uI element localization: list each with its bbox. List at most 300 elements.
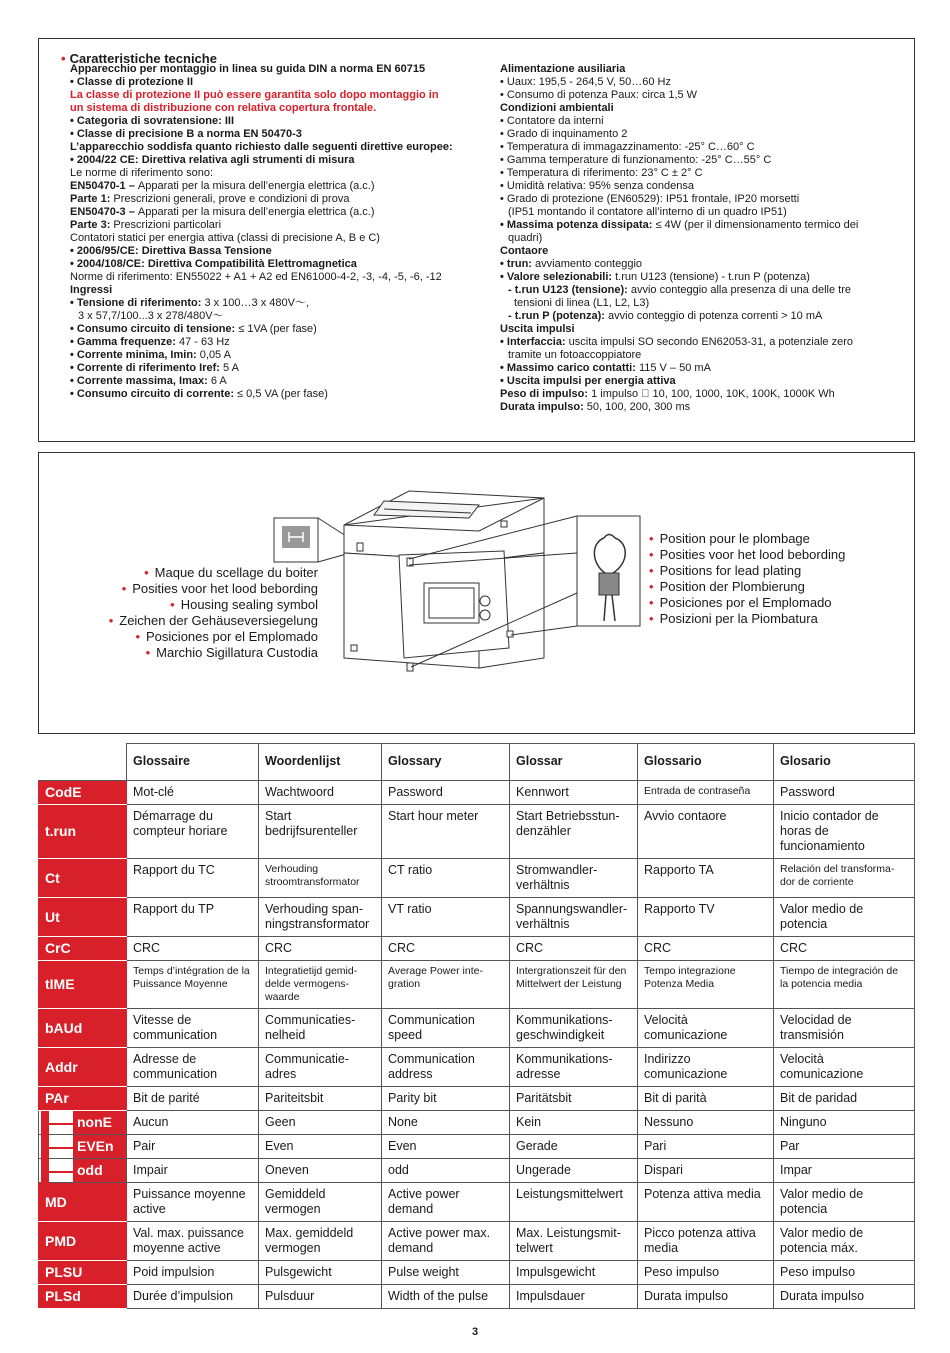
spec-line [70,271,453,284]
lead-plating-labels [643,531,845,627]
spec-text: EN50470-1 – [70,180,138,192]
spec-line [500,180,858,193]
diagram-label-text: Maque du scellage du boiter [154,565,318,580]
spec-line [70,180,453,193]
bullet-icon: • [649,595,654,610]
spec-value: avvio conteggio di potenza correnti > 10 mA [608,310,823,322]
spec-line [70,128,453,141]
glossary-cell: Verhouding span-ningstransformator [259,898,382,937]
spec-line [70,154,453,167]
bullet-icon: • [121,581,127,596]
spec-line [500,258,858,271]
glossary-cell: Active power max. demand [382,1222,510,1261]
glossary-cell: Nessuno [638,1111,774,1135]
spec-line [70,115,453,128]
spec-text: • 2004/108/CE: Direttiva Compatibilità Elettromagnetica [70,258,357,270]
glossary-code: bAUd [39,1009,127,1048]
bullet-icon: • [108,613,114,628]
spec-value: 5 A [223,362,239,374]
glossary-cell: Velocità comunicazione [638,1009,774,1048]
glossary-cell: Puissance moyenne active [127,1183,259,1222]
glossary-cell: Password [774,781,915,805]
specs-right-column [500,63,858,414]
glossary-cell: Kommunikations-geschwindigkeit [510,1009,638,1048]
spec-text: Apparecchio per montaggio in linea su guida DIN a norma EN 60715 [70,63,426,75]
spec-line [70,375,453,388]
spec-text: quadri) [508,232,543,244]
glossary-cell: None [382,1111,510,1135]
diagram-label [643,547,845,563]
spec-text: - t.run U123 (tensione): [508,284,631,296]
spec-line [500,388,858,401]
diagram-label-text: Positions for lead plating [659,563,802,578]
glossary-cell: CRC [259,937,382,961]
glossary-table [38,743,915,1309]
energy-meter-drawing [344,491,544,671]
glossary-cell: Password [382,781,510,805]
diagram-label-text: Position pour le plombage [659,531,810,546]
glossary-row [39,1261,915,1285]
glossary-cell: Max. Leistungsmit-telwert [510,1222,638,1261]
spec-line [500,297,858,310]
spec-line [500,193,858,206]
spec-value: 47 - 63 Hz [179,336,230,348]
glossary-cell: Kommunikations-adresse [510,1048,638,1087]
glossary-cell: Communication address [382,1048,510,1087]
glossary-cell: Start Betriebsstun-denzähler [510,805,638,859]
spec-text: Parte 1: [70,193,114,205]
diagram-label-text: Marchio Sigillatura Custodia [156,645,318,660]
spec-value: ≤ 4W (per il dimensionamento termico dei [655,219,859,231]
spec-text: un sistema di distribuzione con relativa copertura frontale. [70,102,377,114]
diagram-label [643,611,845,627]
spec-line [70,63,453,76]
spec-line [70,336,453,349]
bullet-icon: • [170,597,175,612]
glossary-header: Glossaire [127,744,259,781]
glossary-cell: Ninguno [774,1111,915,1135]
spec-text: • Categoria di sovratensione: III [70,115,235,127]
glossary-cell: Paritätsbit [510,1087,638,1111]
glossary-cell: Valor medio de potencia máx. [774,1222,915,1261]
glossary-cell: Impar [774,1159,915,1183]
glossary-cell: Start bedrijfsurenteller [259,805,382,859]
spec-value: 3 x 100…3 x 480V～, [204,297,310,309]
spec-line [500,63,858,76]
bullet-icon: • [145,645,151,660]
glossary-cell: Bit de paridad [774,1087,915,1111]
glossary-cell: Temps d’intégration de la Puissance Moyenne [127,961,259,1009]
spec-line [70,323,453,336]
glossary-cell: Inicio contador de horas de funcionamiento [774,805,915,859]
glossary-row [39,1111,915,1135]
spec-text: Le norme di riferimento sono: [70,167,214,179]
glossary-row [39,1222,915,1261]
glossary-cell: Valor medio de potencia [774,898,915,937]
diagram-label-text: Housing sealing symbol [180,597,318,612]
spec-line [500,271,858,284]
spec-text: • Temperatura di riferimento: 23° C ± 2° C [500,167,703,179]
spec-value: avvio conteggio alla presenza di una delle tre [630,284,851,296]
diagram-label-text: Zeichen der Gehäuseversiegelung [119,613,318,628]
spec-text: Contatori statici per energia attiva (classi di precisione A, B e C) [70,232,380,244]
glossary-code: nonE [73,1111,126,1134]
spec-line [70,284,453,297]
spec-value: ≤ 0,5 VA (per fase) [237,388,328,400]
glossary-code: t.run [39,805,127,859]
glossary-code: CodE [39,781,127,805]
glossary-cell: Integratietijd gemid-delde vermogens-waarde [259,961,382,1009]
glossary-cell: Communication speed [382,1009,510,1048]
glossary-code: Ct [39,859,127,898]
glossary-code: EVEn [73,1135,126,1158]
diagram-label-text: Posities voor het lood bebording [659,547,846,562]
glossary-row [39,805,915,859]
spec-value: Prescrizioni generali, prove e condizioni di prova [113,193,350,205]
glossary-header: Woordenlijst [259,744,382,781]
spec-value: avviamento conteggio [535,258,643,270]
bullet-icon: • [649,547,654,562]
spec-text: Norme di riferimento: EN55022 + A1 + A2 ed EN61000-4-2, -3, -4, -5, -6, -12 [70,271,442,283]
glossary-header-row [39,744,915,781]
glossary-cell: Peso impulso [638,1261,774,1285]
spec-text: • Uscita impulsi per energia attiva [500,375,676,387]
spec-text: • Consumo circuito di tensione: [70,323,239,335]
glossary-cell: Pulse weight [382,1261,510,1285]
glossary-cell: Velocidad de transmisión [774,1009,915,1048]
glossary-cell: Pulsduur [259,1285,382,1309]
diagram-label [643,531,845,547]
glossary-row [39,1087,915,1111]
lead-seal-wire-icon [577,516,640,626]
glossary-row [39,937,915,961]
spec-line [500,245,858,258]
bullet-icon: • [649,563,654,578]
bullet-icon: • [135,629,141,644]
spec-text: Ingressi [70,284,113,296]
spec-text: - t.run P (potenza): [508,310,609,322]
diagram-label-text: Posizioni per la Piombatura [659,611,818,626]
glossary-cell: Pulsgewicht [259,1261,382,1285]
glossary-cell: Gemiddeld vermogen [259,1183,382,1222]
spec-line [500,219,858,232]
spec-line [70,102,453,115]
glossary-cell: Avvio contaore [638,805,774,859]
glossary-cell: Kein [510,1111,638,1135]
spec-value: Apparati per la misura dell’energia elettrica (a.c.) [137,180,375,192]
spec-text: • Massimo carico contatti: [500,362,639,374]
glossary-cell: Indirizzo comunicazione [638,1048,774,1087]
glossary-cell: Average Power inte-gration [382,961,510,1009]
spec-value: 1 impulso ⃞ 10, 100, 1000, 10K, 100K, 1000K Wh [591,388,835,400]
glossary-code: tIME [39,961,127,1009]
spec-text: • Grado di protezione (EN60529): IP51 frontale, IP20 morsetti [500,193,800,205]
spec-line [70,245,453,258]
spec-text: tensioni di linea (L1, L2, L3) [514,297,650,309]
glossary-cell: Rapporto TV [638,898,774,937]
glossary-cell: Impulsgewicht [510,1261,638,1285]
glossary-header: Glosario [774,744,915,781]
glossary-cell: Rapporto TA [638,859,774,898]
header-blank [39,744,127,781]
spec-text: • Interfaccia: [500,336,569,348]
glossary-code: MD [39,1183,127,1222]
glossary-row [39,781,915,805]
diagram-label-text: Posiciones por el Emplomado [659,595,832,610]
sealing-diagram-panel [38,452,915,734]
page-number: 3 [471,1326,479,1338]
spec-line [500,115,858,128]
glossary-cell: Rapport du TC [127,859,259,898]
glossary-cell: Intergrationszeit für den Mittelwert der Leistung [510,961,638,1009]
glossary-cell: Rapport du TP [127,898,259,937]
spec-text: Alimentazione ausiliaria [500,63,626,75]
glossary-cell: CRC [510,937,638,961]
bracket-icon [39,1111,73,1134]
glossary-cell: Aucun [127,1111,259,1135]
spec-text: • Massima potenza dissipata: [500,219,656,231]
glossary-cell: Parity bit [382,1087,510,1111]
spec-text: L’apparecchio soddisfa quanto richiesto dalle seguenti direttive europee: [70,141,453,153]
spec-value: 0,05 A [199,349,231,361]
glossary-cell: Geen [259,1111,382,1135]
spec-text: Contaore [500,245,549,257]
glossary-cell: Relación del transforma-dor de corriente [774,859,915,898]
glossary-cell: Communicatie-adres [259,1048,382,1087]
glossary-cell: Val. max. puissance moyenne active [127,1222,259,1261]
spec-text: • Classe di protezione II [70,76,194,88]
spec-line [500,336,858,349]
spec-line [500,284,858,297]
glossary-cell: Potenza attiva media [638,1183,774,1222]
housing-seal-symbol-icon [274,518,318,562]
spec-value: Prescrizioni particolari [113,219,222,231]
glossary-header: Glossary [382,744,510,781]
glossary-cell: Valor medio de potencia [774,1183,915,1222]
spec-line [70,349,453,362]
spec-text: • 2006/95/CE: Direttiva Bassa Tensione [70,245,272,257]
glossary-row [39,1009,915,1048]
spec-text: • Classe di precisione B a norma EN 50470-3 [70,128,302,140]
spec-line [500,167,858,180]
glossary-cell: Stromwandler-verhältnis [510,859,638,898]
glossary-code: odd [73,1159,126,1182]
glossary-row [39,1183,915,1222]
spec-line [500,310,858,323]
glossary-cell: Wachtwoord [259,781,382,805]
spec-line [500,76,858,89]
bullet-icon: • [144,565,149,580]
spec-text: • Contatore da interni [500,115,604,127]
spec-line [500,89,858,102]
glossary-header: Glossario [638,744,774,781]
spec-text: Condizioni ambientali [500,102,614,114]
glossary-cell: Velocità comunicazione [774,1048,915,1087]
spec-line [500,349,858,362]
glossary-cell: Ungerade [510,1159,638,1183]
glossary-row [39,1048,915,1087]
glossary-header: Glossar [510,744,638,781]
spec-line [70,193,453,206]
glossary-cell: CT ratio [382,859,510,898]
bullet-icon: • [649,531,654,546]
glossary-row [39,961,915,1009]
glossary-cell: Durée d’impulsion [127,1285,259,1309]
spec-line [70,89,453,102]
bracket-icon [39,1135,73,1158]
glossary-cell: Start hour meter [382,805,510,859]
spec-line [70,232,453,245]
glossary-cell: Active power demand [382,1183,510,1222]
glossary-cell: Impair [127,1159,259,1183]
glossary-cell: Kennwort [510,781,638,805]
spec-text: • Corrente di riferimento Iref: [70,362,223,374]
glossary-code: PLSd [39,1285,127,1309]
glossary-code: PAr [39,1087,127,1111]
spec-text: Uscita impulsi [500,323,575,335]
spec-text: • Grado di inquinamento 2 [500,128,628,140]
spec-line [70,388,453,401]
spec-value: Apparati per la misura dell’energia elettrica (a.c.) [137,206,375,218]
bracket-icon [39,1159,73,1182]
glossary-code: PLSU [39,1261,127,1285]
glossary-code: CrC [39,937,127,961]
spec-line [500,232,858,245]
glossary-cell: CRC [382,937,510,961]
spec-line [500,323,858,336]
spec-line [70,167,453,180]
glossary-cell: Max. gemiddeld vermogen [259,1222,382,1261]
spec-text: • Umidità relativa: 95% senza condensa [500,180,695,192]
glossary-cell: Oneven [259,1159,382,1183]
spec-text: • 2004/22 CE: Direttiva relativa agli strumenti di misura [70,154,355,166]
glossary-cell: Pariteitsbit [259,1087,382,1111]
spec-line [500,154,858,167]
spec-line [70,206,453,219]
spec-text: • Uaux: 195,5 - 264,5 V, 50…60 Hz [500,76,671,88]
glossary-cell: Width of the pulse [382,1285,510,1309]
spec-value: 6 A [210,375,227,387]
spec-text: Durata impulso: [500,401,587,413]
glossary-row [39,1159,915,1183]
spec-line [500,102,858,115]
glossary-cell: Communicaties-nelheid [259,1009,382,1048]
glossary-cell: Even [382,1135,510,1159]
spec-value: t.run U123 (tensione) - t.run P (potenza) [615,271,810,283]
spec-line [500,141,858,154]
spec-line [70,310,453,323]
spec-text: • Consumo di potenza Paux: circa 1,5 W [500,89,698,101]
spec-text: • Temperatura di immagazzinamento: -25° C…60° C [500,141,755,153]
sub-code-wrap [39,1111,126,1134]
glossary-code: PMD [39,1222,127,1261]
spec-line [70,362,453,375]
glossary-code-cell [39,1135,127,1159]
glossary-cell: Impulsdauer [510,1285,638,1309]
spec-value: uscita impulsi SO secondo EN62053-31, a potenziale zero [568,336,853,348]
glossary-cell: Picco potenza attiva media [638,1222,774,1261]
glossary-cell: Durata impulso [638,1285,774,1309]
glossary-cell: Poid impulsion [127,1261,259,1285]
glossary-cell: Spannungswandler-verhältnis [510,898,638,937]
spec-text: (IP51 montando il contatore all’interno di un quadro IP51) [508,206,787,218]
glossary-cell: Dispari [638,1159,774,1183]
spec-line [500,206,858,219]
glossary-code-cell [39,1111,127,1135]
glossary-cell: Even [259,1135,382,1159]
technical-specs-panel [38,38,915,442]
spec-text: • Consumo circuito di corrente: [70,388,238,400]
glossary-cell: Tiempo de integración de la potencia media [774,961,915,1009]
spec-text: • Corrente massima, Imax: [70,375,211,387]
glossary-cell: Verhouding stroomtransformator [259,859,382,898]
glossary-cell: Par [774,1135,915,1159]
glossary-cell: Pair [127,1135,259,1159]
spec-text: Peso di impulso: [500,388,592,400]
glossary-cell: Bit de parité [127,1087,259,1111]
sub-code-wrap [39,1159,126,1182]
spec-text: Parte 3: [70,219,114,231]
sub-code-wrap [39,1135,126,1158]
glossary-cell: Peso impulso [774,1261,915,1285]
diagram-label [643,579,845,595]
diagram-label-text: Posiciones por el Emplomado [146,629,318,644]
spec-line [70,297,453,310]
glossary-cell: Adresse de communication [127,1048,259,1087]
glossary-code: Ut [39,898,127,937]
glossary-cell: CRC [127,937,259,961]
spec-text: La classe di protezione II può essere garantita solo dopo montaggio in [70,89,439,101]
glossary-code: Addr [39,1048,127,1087]
spec-value: 115 V – 50 mA [638,362,711,374]
spec-line [70,219,453,232]
spec-text: • Valore selezionabili: [500,271,616,283]
glossary-cell: Pari [638,1135,774,1159]
spec-line [500,375,858,388]
glossary-cell: Leistungsmittelwert [510,1183,638,1222]
glossary-cell: odd [382,1159,510,1183]
spec-line [500,128,858,141]
glossary-cell: Démarrage du compteur horiare [127,805,259,859]
diagram-label-text: Posities voor het lood bebording [132,581,318,596]
glossary-cell: Gerade [510,1135,638,1159]
glossary-cell: Vitesse de communication [127,1009,259,1048]
glossary-cell: CRC [774,937,915,961]
glossary-cell: Entrada de contraseña [638,781,774,805]
glossary-cell: VT ratio [382,898,510,937]
spec-text: • Gamma frequenze: [70,336,179,348]
spec-line [70,76,453,89]
diagram-label [643,563,845,579]
specs-heading: • Caratteristiche tecniche [61,51,217,66]
glossary-row [39,1135,915,1159]
glossary-cell: Bit di parità [638,1087,774,1111]
glossary-cell: Tempo integrazione Potenza Media [638,961,774,1009]
diagram-label-text: Position der Plombierung [659,579,805,594]
spec-line [500,401,858,414]
spec-value: ≤ 1VA (per fase) [238,323,317,335]
glossary-cell: CRC [638,937,774,961]
bullet-icon: • [649,579,654,594]
spec-text: tramite un fotoaccoppiatore [508,349,642,361]
glossary-row [39,898,915,937]
spec-line [70,258,453,271]
spec-text: • Gamma temperature di funzionamento: -25° C…55° C [500,154,772,166]
spec-text: • Tensione di riferimento: [70,297,205,309]
glossary-cell: Durata impulso [774,1285,915,1309]
spec-text: EN50470-3 – [70,206,138,218]
glossary-row [39,1285,915,1309]
